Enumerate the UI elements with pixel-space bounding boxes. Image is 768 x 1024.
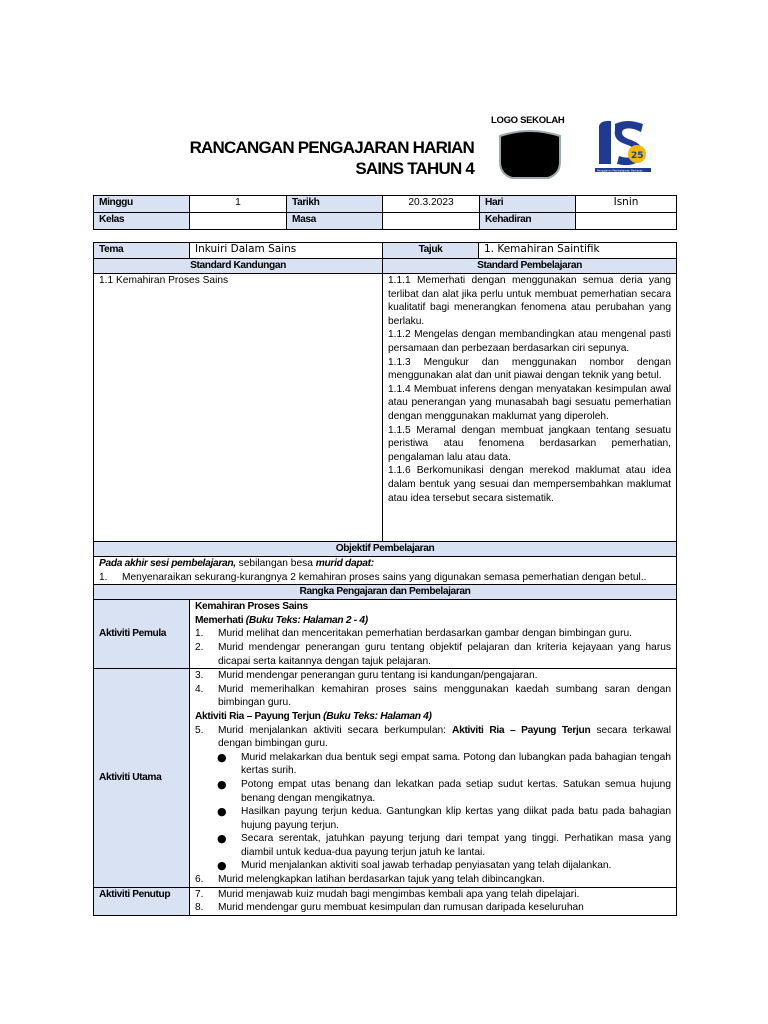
- kelas-value: [190, 213, 287, 230]
- lesson-table: [93, 242, 677, 916]
- school-logo-shield: [496, 128, 564, 180]
- hari-value: Isnin: [576, 196, 677, 213]
- activity-step: 5. Murid menjalankan aktiviti secara berkumpulan: Aktiviti Ria – Payung Terjun secara terkawal dengan bimbingan guru.: [195, 724, 674, 750]
- title-line-2: SAINS TAHUN 4: [355, 159, 474, 178]
- tarikh-label: Tarikh: [287, 196, 383, 213]
- info-table: [93, 195, 677, 230]
- activity-step: 8. Murid mendengar guru membuat kesimpulan dan rumusan daripada keseluruhan: [195, 902, 584, 914]
- pemula-subheading: Memerhati (Buku Teks: Halaman 2 - 4): [195, 614, 368, 626]
- sp-item: 1.1.2 Mengelas dengan membandingkan atau mengenal pasti persamaan dan perbezaan berdasarkan ciri sepunya.: [388, 329, 671, 354]
- svg-text:Pengajaran Pembelajaran Berkes: Pengajaran Pembelajaran Berkesan: [597, 169, 643, 173]
- utama-label: Aktiviti Utama: [94, 669, 190, 888]
- sp-item: 1.1.3 Mengukur dan menggunakan nombor dengan menggunakan alat dan unit piawai dengan teknik yang betul.: [388, 356, 671, 382]
- pemula-content: [190, 600, 677, 669]
- masa-value: [383, 213, 480, 230]
- pemula-label: Aktiviti Pemula: [94, 600, 190, 669]
- kelas-label: Kelas: [94, 213, 190, 230]
- tema-value: Inkuiri Dalam Sains: [190, 243, 383, 259]
- bullet-item: ● Murid menjalankan aktiviti soal jawab terhadap penyiasatan yang telah dijalankan.: [217, 859, 612, 873]
- activity-step: 6. Murid melengkapkan latihan berdasarkan tajuk yang telah dibincangkan.: [195, 874, 545, 886]
- emblem-logo: [591, 116, 655, 178]
- activity-step: 3. Murid mendengar penerangan guru tentang isi kandungan/pengajaran.: [195, 670, 538, 682]
- tarikh-value: 20.3.2023: [383, 196, 480, 213]
- sp-list: [383, 274, 677, 542]
- rangka-header: Rangka Pengajaran dan Pembelajaran: [94, 585, 677, 600]
- utama-content: [190, 669, 677, 888]
- sp-item: 1.1.5 Meramal dengan membuat jangkaan tentang sesuatu peristiwa atau fenomena berdasarkan pemerhatian, pengalaman lalu atau data.: [388, 424, 671, 463]
- sp-item: 1.1.4 Membuat inferens dengan menyatakan kesimpulan awal atau penerangan yang munasabah bagi sesuatu pemerhatian dengan menggunakan maklumat yang diperoleh.: [388, 383, 671, 422]
- sp-item: 1.1.1 Memerhati dengan menggunakan semua deria yang terlibat dan alat jika perlu untuk membuat pemerhatian secara kualitatif bagi menerangkan fenomena atau perubahan yang berlaku.: [388, 275, 671, 327]
- page-title: [180, 137, 474, 179]
- penutup-content: [190, 887, 677, 915]
- sk-value: 1.1 Kemahiran Proses Sains: [94, 274, 383, 542]
- tema-label: Tema: [94, 243, 190, 259]
- kehadiran-value: [576, 213, 677, 230]
- activity-step: 1. Murid melihat dan menceritakan pemerhatian berdasarkan gambar dengan bimbingan guru.: [195, 628, 632, 640]
- sp-item: 1.1.6 Berkomunikasi dengan merekod maklumat atau idea dalam bentuk yang sesuai dan mempersembahkan maklumat atau idea tersebut secara sistematik.: [388, 465, 671, 504]
- objektif-header: Objektif Pembelajaran: [94, 542, 677, 557]
- svg-text:25: 25: [631, 151, 644, 161]
- title-line-1: RANCANGAN PENGAJARAN HARIAN: [189, 138, 474, 157]
- activity-step: 2. Murid mendengar penerangan guru tentang objektif pelajaran dan kriteria kejayaan yang harus dicapai serta kaitannya dengan tajuk pelajaran.: [195, 641, 671, 667]
- minggu-label: Minggu: [94, 196, 190, 213]
- pemula-heading: Kemahiran Proses Sains: [195, 601, 308, 613]
- sp-header: Standard Pembelajaran: [383, 259, 677, 274]
- objektif-body: [94, 557, 677, 585]
- masa-label: Masa: [287, 213, 383, 230]
- bullet-item: ● Murid melakarkan dua bentuk segi empat sama. Potong dan lubangkan pada bahagian tengah kertas surih.: [217, 750, 671, 777]
- tajuk-value: 1. Kemahiran Saintifik: [479, 243, 677, 259]
- penutup-label: Aktiviti Penutup: [94, 887, 190, 915]
- logo-label: LOGO SEKOLAH: [491, 115, 565, 126]
- bullet-item: ● Hasilkan payung terjun kedua. Gantungkan klip kertas yang diikat pada batu pada bahagian hujung payung terjun.: [217, 805, 671, 831]
- activity-step: 7. Murid menjawab kuiz mudah bagi mengimbas kembali apa yang telah dipelajari.: [195, 888, 580, 900]
- bullet-item: ● Secara serentak, jatuhkan payung terjung dari tempat yang tinggi. Perhatikan masa yang diambil untuk kedua-dua payung terjun jatuh ke lantai.: [217, 832, 671, 858]
- sk-header: Standard Kandungan: [94, 259, 383, 274]
- bullet-item: ● Potong empat utas benang dan lekatkan pada setiap sudut kertas. Satukan semua hujung benang dengan mengikatnya.: [217, 777, 671, 804]
- objektif-item: 1. Menyenaraikan sekurang-kurangnya 2 kemahiran proses sains yang digunakan semasa pemerhatian dengan betul..: [99, 571, 647, 583]
- objektif-intro: Pada akhir sesi pembelajaran, sebilangan besa murid dapat:: [99, 558, 374, 569]
- utama-subheading: Aktiviti Ria – Payung Terjun (Buku Teks: Halaman 4): [195, 710, 432, 722]
- hari-label: Hari: [480, 196, 576, 213]
- activity-step: 4. Murid memerihalkan kemahiran proses sains menggunakan kaedah sumbang saran dengan bimbingan guru.: [195, 683, 671, 709]
- minggu-value: 1: [190, 196, 287, 213]
- tajuk-label: Tajuk: [383, 243, 479, 259]
- kehadiran-label: Kehadiran: [480, 213, 576, 230]
